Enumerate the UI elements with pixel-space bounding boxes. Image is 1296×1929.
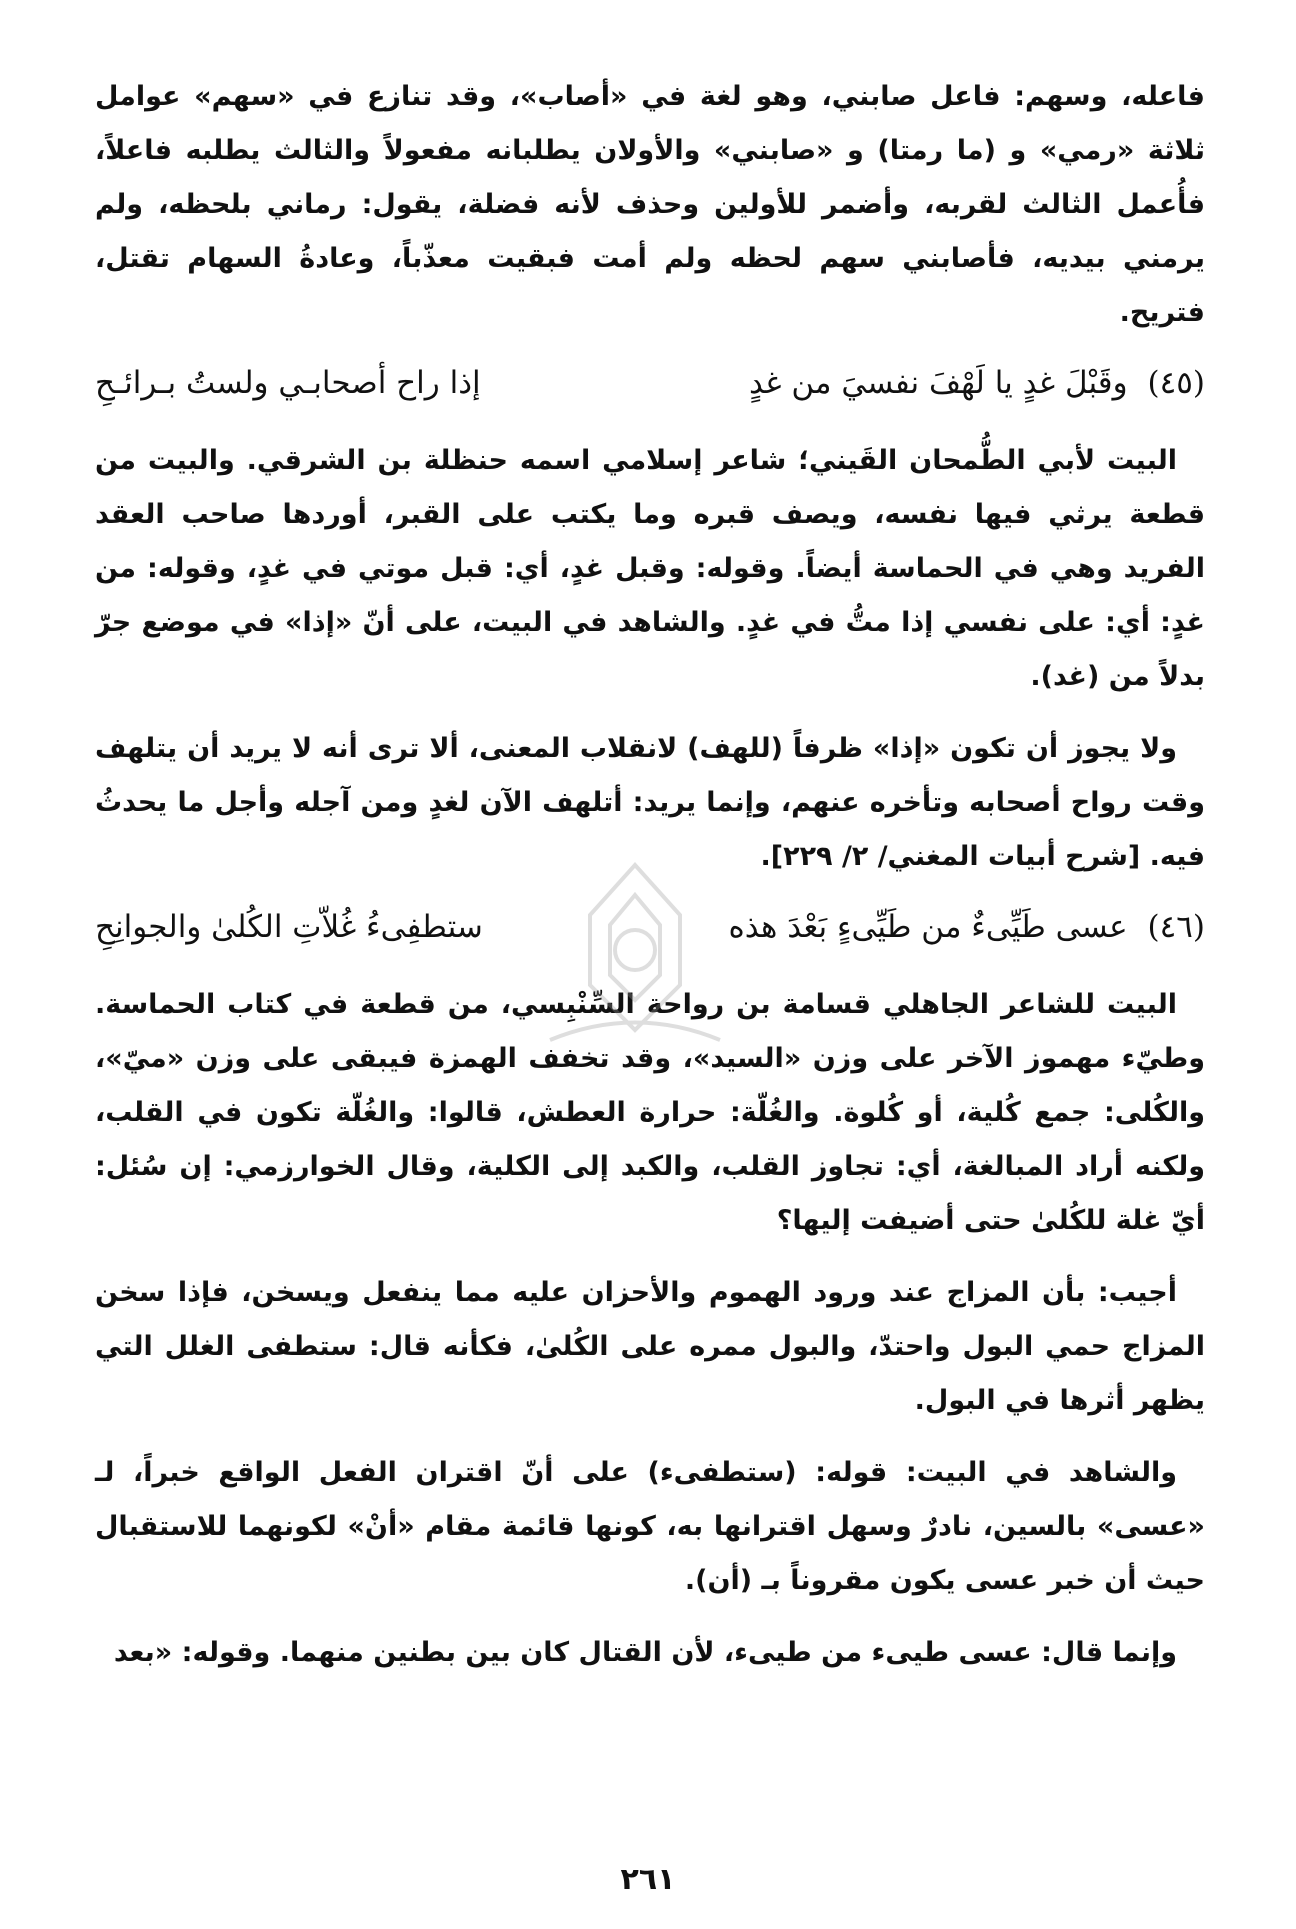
verse-first-hemistich: عسى طَيِّىءٌ من طَيِّىءٍ بَعْدَ هذه [728,909,1128,945]
paragraph: والشاهد في البيت: قوله: (ستطفىء) على أنّ اقتران الفعل الواقع خبراً، لـ «عسى» بالسين، نادرٌ وسهل اقترانها به، كونها قائمة مقام «أنْ» لكونهما للاستقبال حيث أن خبر عسى يكون مقروناً بـ (أن). [95,1457,1205,1596]
page-number: ٢٦١ [620,1862,676,1897]
verse-first-hemistich: وقَبْلَ غدٍ يا لَهْفَ نفسيَ من غدٍ [748,365,1128,401]
paragraph: فاعله، وسهم: فاعل صابني، وهو لغة في «أصاب»، وقد تنازع في «سهم» عوامل ثلاثة «رمي» و (ما رمتا) و «صابني» والأولان يطلبانه مفعولاً والثالث يطلبه فاعلاً، فأُعمل الثالث لقربه، وأضمر للأولين وحذف لأنه فضلة، يقول: رماني بلحظه، ولم يرمني بيديه، فأصابني سهم لحظه ولم أمت فبقيت معذّباً، وعادةُ السهام تقتل، فتريح. [95,81,1205,328]
verse-second-hemistich: ستطفِىءُ غُلاّتِ الكُلىٰ والجوانِحِ [95,909,483,945]
verse-number: (٤٥) [1147,365,1205,401]
paragraph: البيت لأبي الطُّمحان القَيني؛ شاعر إسلامي اسمه حنظلة بن الشرقي. والبيت من قطعة يرثي فيها نفسه، ويصف قبره وما يكتب على القبر، أوردها صاحب العقد الفريد وهي في الحماسة أيضاً. وقوله: وقبل غدٍ، أي: قبل موتي في غدٍ، وقوله: من غدٍ: أي: على نفسي إذا متُّ في غدٍ. والشاهد في البيت، على أنّ «إذا» في موضع جرّ بدلاً من (غد). [95,445,1205,692]
paragraph: ولا يجوز أن تكون «إذا» ظرفاً (للهف) لانقلاب المعنى، ألا ترى أنه لا يريد أن يتلهف وقت رواح أصحابه وتأخره عنهم، وإنما يريد: أتلهف الآن لغدٍ ومن آجله وأجل ما يحدثُ فيه. [شرح أبيات المغني/ ٢/ ٢٢٩]. [95,733,1205,872]
paragraph: وإنما قال: عسى طيىء من طيىء، لأن القتال كان بين بطنين منهما. وقوله: «بعد [113,1637,1177,1668]
verse-45 [95,358,1205,408]
paragraph: أجيب: بأن المزاج عند ورود الهموم والأحزان عليه مما ينفعل ويسخن، فإذا سخن المزاج حمي البول واحتدّ، والبول ممره على الكُلىٰ، فكأنه قال: ستطفى الغلل التي يظهر أثرها في البول. [95,1277,1205,1416]
page-body [95,70,1205,1698]
verse-46 [95,902,1205,952]
paragraph: البيت للشاعر الجاهلي قسامة بن رواحة السِّنْبِسي، من قطعة في كتاب الحماسة. وطيّء مهموز الآخر على وزن «السيد»، وقد تخفف الهمزة فيبقى على وزن «ميّ»، والكُلى: جمع كُلية، أو كُلوة. والغُلّة: حرارة العطش، قالوا: والغُلّة تكون في القلب، ولكنه أراد المبالغة، أي: تجاوز القلب، والكبد إلى الكلية، وقال الخوارزمي: إن سُئل: أيّ غلة للكُلىٰ حتى أضيفت إليها؟ [95,989,1205,1236]
verse-number: (٤٦) [1147,909,1205,945]
verse-second-hemistich: إذا راح أصحابـي ولستُ بـرائـحِ [95,365,481,401]
